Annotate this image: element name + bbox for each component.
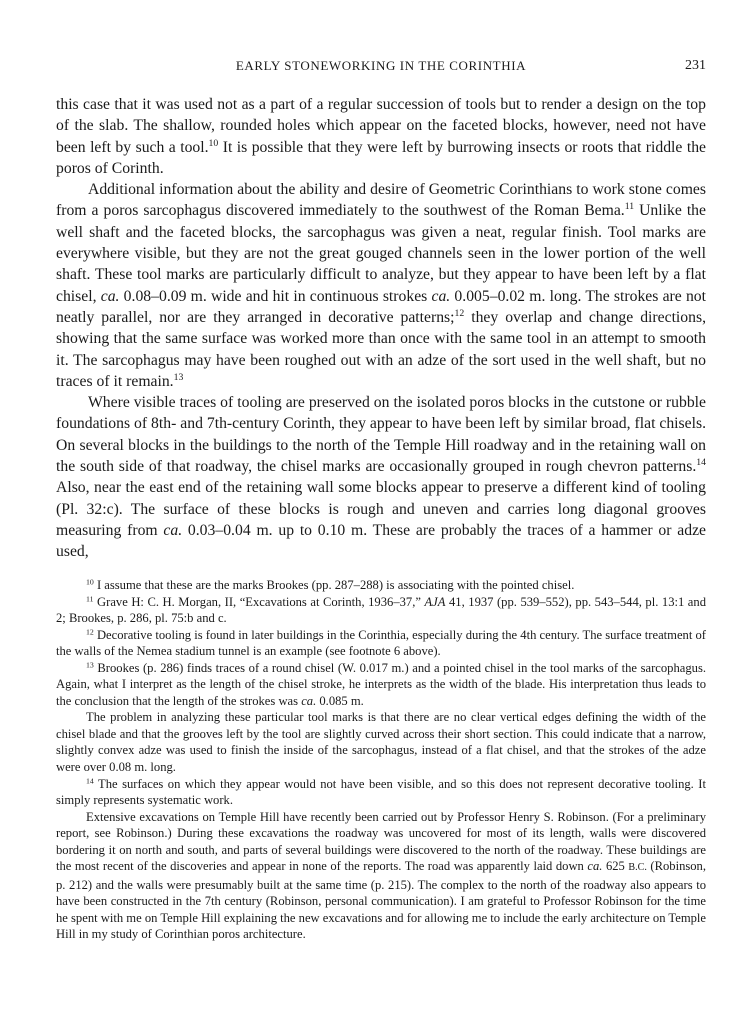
running-head: EARLY STONEWORKING IN THE CORINTHIA [235,58,527,73]
circa-abbrev: ca. [163,521,183,539]
footnote-text: 41, 1937 (pp. 539–552), pp. 543–544, pl. 13:1 and 2; Brookes, p. 286, pl. 75:b and c. [56,594,706,626]
paragraph-3 [56,392,706,562]
text-span: Additional information about the ability and desire of Geometric Corinthians to work stone comes from a poros sarcophagus discovered immediately to the southwest of the Roman Bema. [56,181,706,220]
text-span: Where visible traces of tooling are preserved on the isolated poros blocks in the cutstone or rubble foundations of 8th- and 7th-century Corinth, they appear to have been left by similar broad, flat chisels. On several blocks in the buildings to the north of the Temple Hill roadway and in the retaining wall on the south side of that roadway, the chisel marks are occasionally grouped in rough chevron patterns. [56,394,706,476]
footnote-text: The problem in analyzing these particular tool marks is that there are no clear vertical edges defining the width of the chisel blade and that the grooves left by the tool are slightly curved across their short section. This could indicate that a narrow, slightly convex adze was used to finish the inside of the sarcophagus, instead of a flat chisel, and that the strokes of the adze were over 0.08 m. long. [56,710,706,775]
circa-abbrev: ca. [100,287,120,305]
era-abbrev: B.C. [628,862,647,874]
text-span: 0.08–0.09 m. wide and hit in continuous strokes [119,287,432,305]
text-span: It is possible that they were left by burrowing insects or roots that riddle the poros of Corinth. [56,138,706,177]
footnote-14-continued [56,809,706,943]
body-text [56,94,706,563]
footnote-text: 0.085 m. [316,693,364,708]
footnote-text: Brookes (p. 286) finds traces of a round chisel (W. 0.017 m.) and a pointed chisel in the tool marks of the sarcophagus. Again, what I interpret as the length of the chisel stroke, he interprets as the width of the blade. His interpretation thus leads to the conclusion that the length of the strokes was [56,660,706,708]
footnote-text: 625 [602,859,629,874]
footnotes [56,577,706,943]
paragraph-2 [56,179,706,392]
text-span: 0.03–0.04 m. up to 0.10 m. These are probably the traces of a hammer or adze used, [56,521,706,561]
footnote-text: Extensive excavations on Temple Hill have recently been carried out by Professor Henry S. Robinson. (For a preliminary report, see Robinson.) During these excavations the roadway was uncovered for most of its length, walls were discovered bordering it on north and south, and parts of several buildings were discovered to the north of the roadway. These buildings are the most recent of the discoveries and appear in none of the reports. The road was apparently laid down [56,809,706,874]
circa-abbrev: ca. [431,287,451,305]
footnote-number: 12 [86,626,94,636]
circa-abbrev: ca. [301,693,317,708]
text-span: 0.005–0.02 m. long. The strokes are not neatly parallel, nor are they arranged in decorative patterns; [56,287,706,326]
footnote-10 [56,577,706,594]
footnote-13 [56,660,706,710]
page-header [56,56,706,78]
text-span: they overlap and change directions, showing that the same surface was worked more than once with the same tool in an attempt to smooth it. The sarcophagus may have been roughed out with an adze of the sort used in the well shaft, but no traces of it remain. [56,308,706,390]
footnote-ref-11: 11 [624,201,635,213]
footnote-ref-12: 12 [454,308,465,320]
footnote-11 [56,594,706,627]
footnote-text: Grave H: C. H. Morgan, II, “Excavations at Corinth, 1936–37,” [97,594,425,609]
footnote-text: Decorative tooling is found in later buildings in the Corinthia, especially during the 4th century. The surface treatment of the walls of the Nemea stadium tunnel is an example (see footnote 6 above). [56,627,706,659]
page-number: 231 [685,58,706,73]
footnote-text: I assume that these are the marks Brookes (pp. 287–288) is associating with the pointed chisel. [93,578,575,592]
paragraph-1 [56,94,706,179]
text-span: Also, near the east end of the retaining wall some blocks appear to preserve a different kind of tooling (Pl. 32:c). The surface of these blocks is rough and uneven and carries long diagonal grooves measuring from [56,479,706,539]
footnote-number: 14 [86,775,94,785]
journal-title: AJA [424,594,446,609]
text-span: this case that it was used not as a part of a regular succession of tools but to render a design on the top of the slab. The shallow, rounded holes which appear on the faceted blocks, however, need not have been left by such a tool. [56,96,706,156]
footnote-text: (Robinson, p. 212) and the walls were presumably built at the same time (p. 215). The complex to the north of the roadway also appears to have been constructed in the 7th century (Robinson, personal communication). I am grateful to Professor Robinson for the time he spent with me on Temple Hill explaining the new excavations and for allowing me to include the early architecture on Temple Hill in my study of Corinthian poros architecture. [56,859,707,942]
footnote-text: The surfaces on which they appear would not have been visible, and so this does not represent decorative tooling. It simply represents systematic work. [56,776,706,808]
footnote-ref-13: 13 [173,372,184,384]
footnote-number: 10 [86,577,94,587]
footnote-number: 13 [86,660,94,670]
footnote-number: 11 [86,593,94,603]
footnote-12 [56,627,706,660]
footnote-ref-14: 14 [696,457,706,469]
text-span: Unlike the well shaft and the faceted blocks, the sarcophagus was given a neat, regular finish. Tool marks are everywhere visible, but they are not the great gouged channels seen in the lower portion of the well shaft. These tool marks are particularly difficult to analyze, but they appear to have been left by a flat chisel, [56,202,706,305]
footnote-ref-10: 10 [208,137,219,149]
footnote-14 [56,776,706,809]
footnote-13-continued [56,709,706,775]
circa-abbrev: ca. [587,859,603,874]
